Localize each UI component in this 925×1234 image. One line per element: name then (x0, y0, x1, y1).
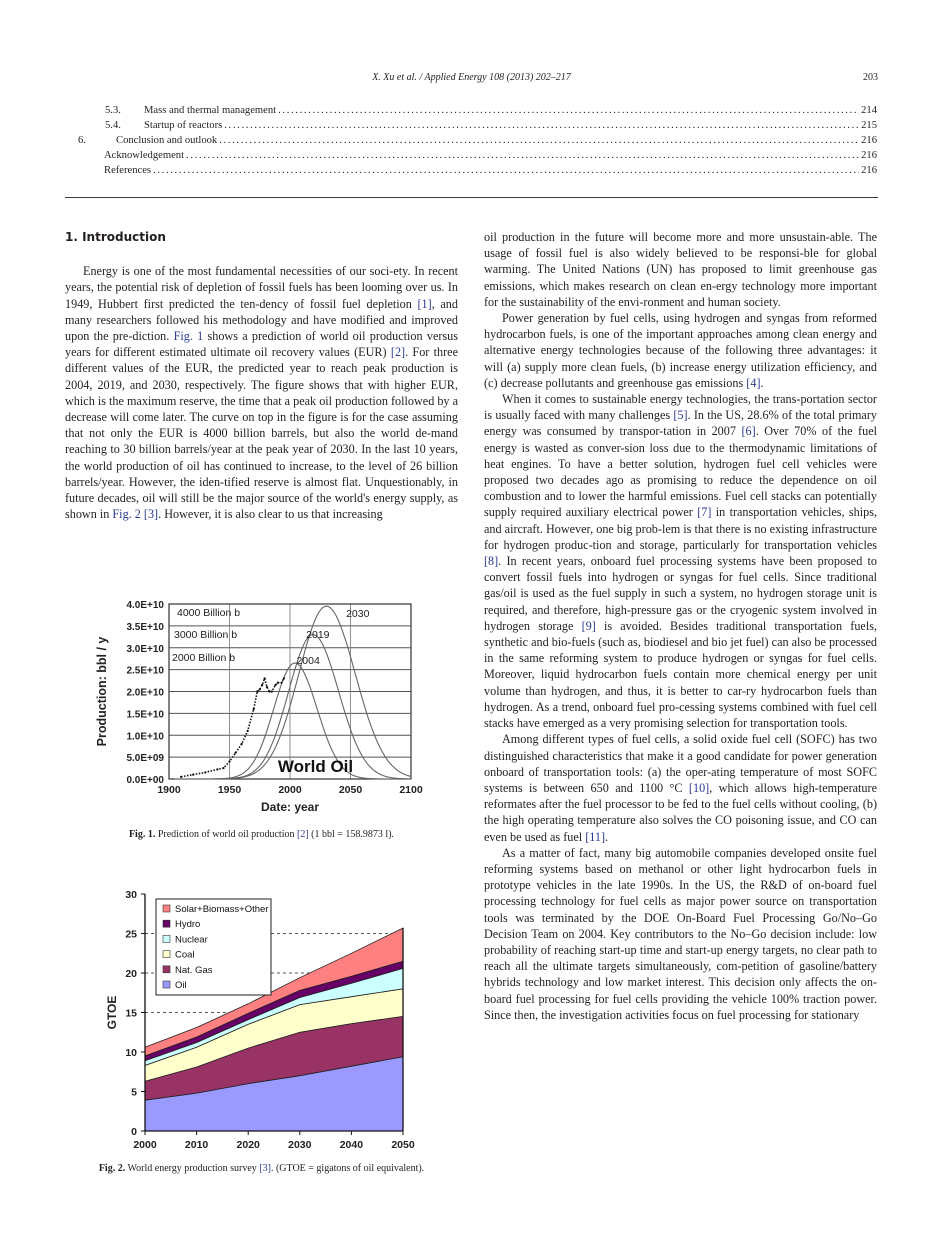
toc-title: Mass and thermal management (144, 105, 277, 116)
legend-label: Solar+Biomass+Other (175, 904, 269, 915)
y-axis-label: Production: bbl / y (95, 636, 109, 747)
observed-point (216, 768, 218, 770)
y-tick-label: 30 (125, 889, 137, 901)
text-run: . In recent years, onboard fuel processing systems have been proposed to convert fossil fuels into hydrogen or syngas for fuel cells. Since traditional gas/oil is used as the fuel supply in such a system, no hydrogen storage unit is required, and therefore, high-pressure gas or the cryogenic system involved in hydrogen storage (484, 554, 877, 633)
toc-leader (186, 148, 859, 163)
toc-entry[interactable] (65, 148, 877, 163)
text-run: is avoided. Besides traditional transportation fuels, synthetic and bio-fuels (such as, biodiesel and bio jet fuel) can also be processed in the same reforming system to produce hydrogen or syngas for fuel cells. Moreover, liquid hydrocarbon fuels contain more chemical energy per unit volume than hydrogen, and thus, it is better to car-ry hydrocarbon fuels than hydrogen. As a trend, onboard fuel pro-cessing systems combined with fuel cell stacks have emerged as a very promising selection for transportation tools. (484, 618, 878, 731)
observed-point (222, 767, 224, 769)
y-tick-label: 5.0E+09 (126, 753, 164, 765)
paragraph (484, 731, 877, 844)
toc-leader (224, 118, 859, 133)
toc-leader (278, 103, 859, 118)
text-run: , and many researchers followed his methodology and have modified and improved upon the pre-diction. (65, 296, 458, 344)
legend-label: Oil (175, 980, 187, 991)
paragraph (484, 391, 877, 731)
text-run: . For three different values of the EUR, the predicted year to reach peak production is 2004, 2019, and 2030, respectively. The figure shows that with higher EUR, which is the maximum reserve, the time that a peak oil production followed by a decrease will come later. The curve on top in the figure is for the case assuming that not only the EUR is 4000 billion barrels, but also the world de-mand reaching to 30 billion barrels/year at the peak year of 2030. In the last 10 years, the world production of oil has continued to increase, to the level of 26 billion barrels/year. However, the iden-tified reserve is almost flat. Unquestionably, in future decades, oil will still be the major source of the world's energy supply, as shown in (65, 345, 458, 522)
observed-point (253, 708, 255, 710)
table-of-contents (65, 103, 877, 178)
x-axis-label: Date: year (260, 800, 320, 814)
toc-title: References (104, 165, 152, 176)
observed-point (241, 743, 243, 745)
citation-link[interactable]: [3] (143, 507, 159, 522)
toc-title: Conclusion and outlook (116, 135, 218, 146)
figure-2 (95, 882, 425, 1162)
text-run: Power generation by fuel cells, using hydrogen and syngas from reformed hydrocarbon fuels, is one of the important approaches among clean energy and alternative energy technologies because of the following three advantages: it will (a) supply more clean fuels, (b) increase energy utilization efficiency, and (c) decrease pollutants and greenhouse gas emissions (484, 311, 877, 390)
text-run: , which allows high-temperature reformates after the fuel processor to be fed to the fuel cells without cooling, (b) the high operating temperature also solves the CO poisoning issue, and CO can even be used as fuel (484, 780, 877, 844)
paragraph (484, 229, 877, 310)
y-tick-label: 1.5E+10 (126, 709, 164, 721)
y-tick-label: 3.5E+10 (126, 621, 164, 633)
paragraph (484, 310, 877, 391)
world-oil-chart (85, 592, 430, 822)
observed-point (268, 690, 270, 692)
toc-title: Startup of reactors (144, 120, 223, 131)
text-run: Energy is one of the most fundamental necessities of our soci-ety. In recent years, the potential risk of depletion of fossil fuels has been looming over us. In 1949, Hubbert first predicted the ten-dency of fossil fuel depletion (65, 264, 458, 311)
toc-entry[interactable] (65, 163, 877, 178)
divider (65, 197, 878, 198)
y-tick-label: 15 (125, 1007, 137, 1020)
caption-label: Fig. 1. (128, 829, 156, 840)
legend-swatch (163, 920, 170, 927)
y-tick-label: 25 (125, 928, 137, 941)
citation-link[interactable]: [4] (746, 375, 761, 390)
x-tick-label: 2050 (391, 1139, 415, 1151)
toc-entry[interactable] (65, 118, 877, 133)
y-tick-label: 0 (131, 1126, 137, 1138)
chart-annotation: 4000 Billion b (177, 607, 241, 619)
x-tick-label: 2050 (338, 784, 363, 796)
observed-point (283, 677, 285, 679)
citation-link[interactable]: [7] (697, 505, 712, 520)
paragraph (65, 263, 458, 522)
chart-annotation: 2019 (306, 629, 330, 641)
observed-point (192, 774, 194, 776)
citation-link[interactable]: [10] (688, 780, 710, 795)
legend-swatch (163, 935, 170, 942)
citation-link[interactable]: [5] (673, 408, 688, 423)
y-tick-label: 5 (131, 1086, 137, 1099)
toc-page: 216 (861, 165, 877, 176)
y-tick-label: 3.0E+10 (126, 643, 164, 655)
legend-swatch (163, 966, 170, 973)
toc-entry[interactable] (65, 133, 877, 148)
legend-label: Coal (175, 949, 195, 961)
chart-annotation: 2000 Billion b (172, 652, 236, 664)
toc-number: 6. (78, 135, 86, 146)
page-number: 203 (863, 72, 878, 83)
text-run: . However, it is also clear to us that increasing (158, 507, 383, 522)
citation-link[interactable]: Fig. 1 (173, 329, 204, 344)
y-tick-label: 1.0E+10 (126, 731, 164, 743)
observed-point (280, 682, 282, 684)
toc-page: 214 (861, 105, 877, 116)
citation-link[interactable]: [1] (417, 296, 432, 311)
observed-point (277, 682, 279, 684)
x-tick-label: 2020 (236, 1139, 260, 1151)
x-tick-label: 1950 (217, 784, 242, 796)
toc-title: Acknowledgement (104, 150, 185, 161)
y-tick-label: 2.5E+10 (126, 665, 164, 677)
toc-number: 5.4. (105, 120, 121, 131)
text-run: shows a prediction of world oil production versus years for different estimated ultimate oil recovery values (EUR) (65, 329, 458, 360)
chart-annotation: 3000 Billion b (174, 629, 238, 641)
citation-link[interactable]: Fig. 2 (112, 507, 141, 522)
observed-point (234, 752, 236, 754)
text-run: . Over 70% of the fuel energy is wasted as conver-sion loss due to the thermodynamic limitations of heat engines. To have a better solution, hydrogen fuel cell vehicles were proposed two decades ago as promising to reduce the dependence on oil combustion and to lower the harmful emissions. Fuel cell stacks can potentially supply required auxiliary electrical power (484, 424, 877, 520)
legend-swatch (163, 905, 170, 912)
toc-number: 5.3. (105, 105, 121, 116)
figure-1 (85, 592, 430, 827)
toc-entry[interactable] (65, 103, 877, 118)
text-run: . In the US, 28.6% of the total primary energy was consumed by transpor-tation in 2007 (484, 408, 877, 439)
toc-leader (219, 133, 859, 148)
observed-point (247, 730, 249, 732)
caption-text: (1 bbl = 158.9873 l). (308, 829, 395, 840)
legend-label: Nuclear (175, 934, 208, 946)
x-tick-label: 2000 (133, 1139, 157, 1151)
y-tick-label: 10 (125, 1047, 137, 1059)
citation-link[interactable]: [8] (484, 554, 499, 569)
paragraph (484, 845, 877, 1023)
observed-point (180, 776, 182, 778)
legend-label: Nat. Gas (175, 964, 213, 976)
citation-link[interactable]: [3] (259, 1163, 271, 1174)
caption-text: . (GTOE = gigatons of oil equivalent). (270, 1163, 425, 1174)
chart-annotation: 2004 (296, 655, 320, 667)
observed-point (274, 684, 276, 686)
toc-page: 216 (861, 150, 877, 161)
text-run: oil production in the future will become more and more unsustain-able. The usage of fossil fuel is also widely believed to be responsi-ble for global warming. The United Nations (UN) has proposed to limit greenhouse gas emissions, which makes research on clean en-ergy technology more important for the sustainability of the envi-ronment and human society. (484, 230, 877, 309)
text-run: . (605, 829, 609, 844)
citation-link[interactable]: [9] (581, 618, 596, 633)
observed-point (204, 771, 206, 773)
y-tick-label: 2.0E+10 (126, 687, 164, 699)
observed-point (228, 760, 230, 762)
x-tick-label: 1900 (157, 784, 181, 796)
y-tick-label: 0.0E+00 (126, 775, 164, 786)
figure-2-caption (65, 1163, 458, 1174)
x-tick-label: 2100 (399, 784, 423, 796)
text-run: . (760, 375, 764, 390)
section-title: 1. Introduction (65, 230, 166, 244)
toc-leader (153, 163, 859, 178)
energy-production-chart (95, 882, 425, 1157)
observed-point (256, 690, 258, 692)
citation-link[interactable]: [2] (297, 829, 309, 840)
citation-link[interactable]: [2] (390, 345, 406, 360)
journal-citation: X. Xu et al. / Applied Energy 108 (2013) 202–217 (372, 72, 571, 83)
observed-point (263, 677, 265, 679)
right-column (484, 229, 877, 1023)
legend-label: Hydro (175, 919, 201, 931)
chart-annotation: 2030 (346, 608, 370, 620)
toc-page: 216 (861, 135, 877, 146)
figure-1-caption (65, 829, 458, 840)
legend-swatch (163, 951, 170, 958)
citation-link[interactable]: [6] (741, 424, 756, 439)
x-tick-label: 2000 (278, 784, 302, 796)
observed-point (259, 688, 261, 690)
caption-label: Fig. 2. (98, 1163, 126, 1174)
left-column (65, 229, 458, 522)
text-run: As a matter of fact, many big automobile companies developed onsite fuel reforming systems based on methanol or other light hydrocarbon fuels in prototype vehicles in the late 1990s. In the US, the R&D of on-board fuel processing technology for fuel cells as major power source on transportation tools was terminated by the DOE On-Board Fuel Processing Go/No–Go Decision Team on 2004. Key contributors to the No–Go decision include: low probability of reaching start-up time and start-up energy targets, no clear path to reach all the ultimate targets simultaneously, com-petition of gasoline/battery hybrids technology and low market interest. This decision only affects the on-board fuel processing for fuel cells providing the vehicle 100% traction power. Since then, the investigation activities focus on fuel processing for stationary (484, 845, 877, 1022)
text-run: in transportation vehicles, ships, and aircraft. However, one big prob-lem is that there is no existing infrastructure for hydrogen produc-tion and storage, particularly for transportation vehicles (484, 505, 878, 552)
y-tick-label: 4.0E+10 (126, 600, 164, 611)
y-axis-label: GTOE (105, 995, 119, 1030)
text-run: When it comes to sustainable energy technologies, the trans-portation sector is usually faced with many challenges (484, 392, 877, 423)
observed-point (266, 686, 268, 688)
caption-text: World energy production survey (125, 1163, 260, 1174)
x-tick-label: 2010 (184, 1139, 209, 1151)
observed-point (261, 684, 263, 686)
x-tick-label: 2040 (339, 1139, 364, 1151)
citation-link[interactable]: [11] (585, 829, 606, 844)
y-tick-label: 20 (125, 968, 137, 980)
chart-title: World Oil (277, 757, 354, 776)
caption-text: Prediction of world oil production (155, 829, 297, 840)
text-run: Among different types of fuel cells, a solid oxide fuel cell (SOFC) has two distinguished characteristics that make it a good candidate for power generation onboard of transportation tools: (a) the oper-ating temperature of most SOFC systems is between 650 and 1100 °C (484, 732, 877, 795)
toc-page: 215 (861, 120, 877, 131)
x-tick-label: 2030 (288, 1139, 312, 1151)
observed-point (271, 690, 273, 692)
legend-swatch (163, 981, 170, 988)
